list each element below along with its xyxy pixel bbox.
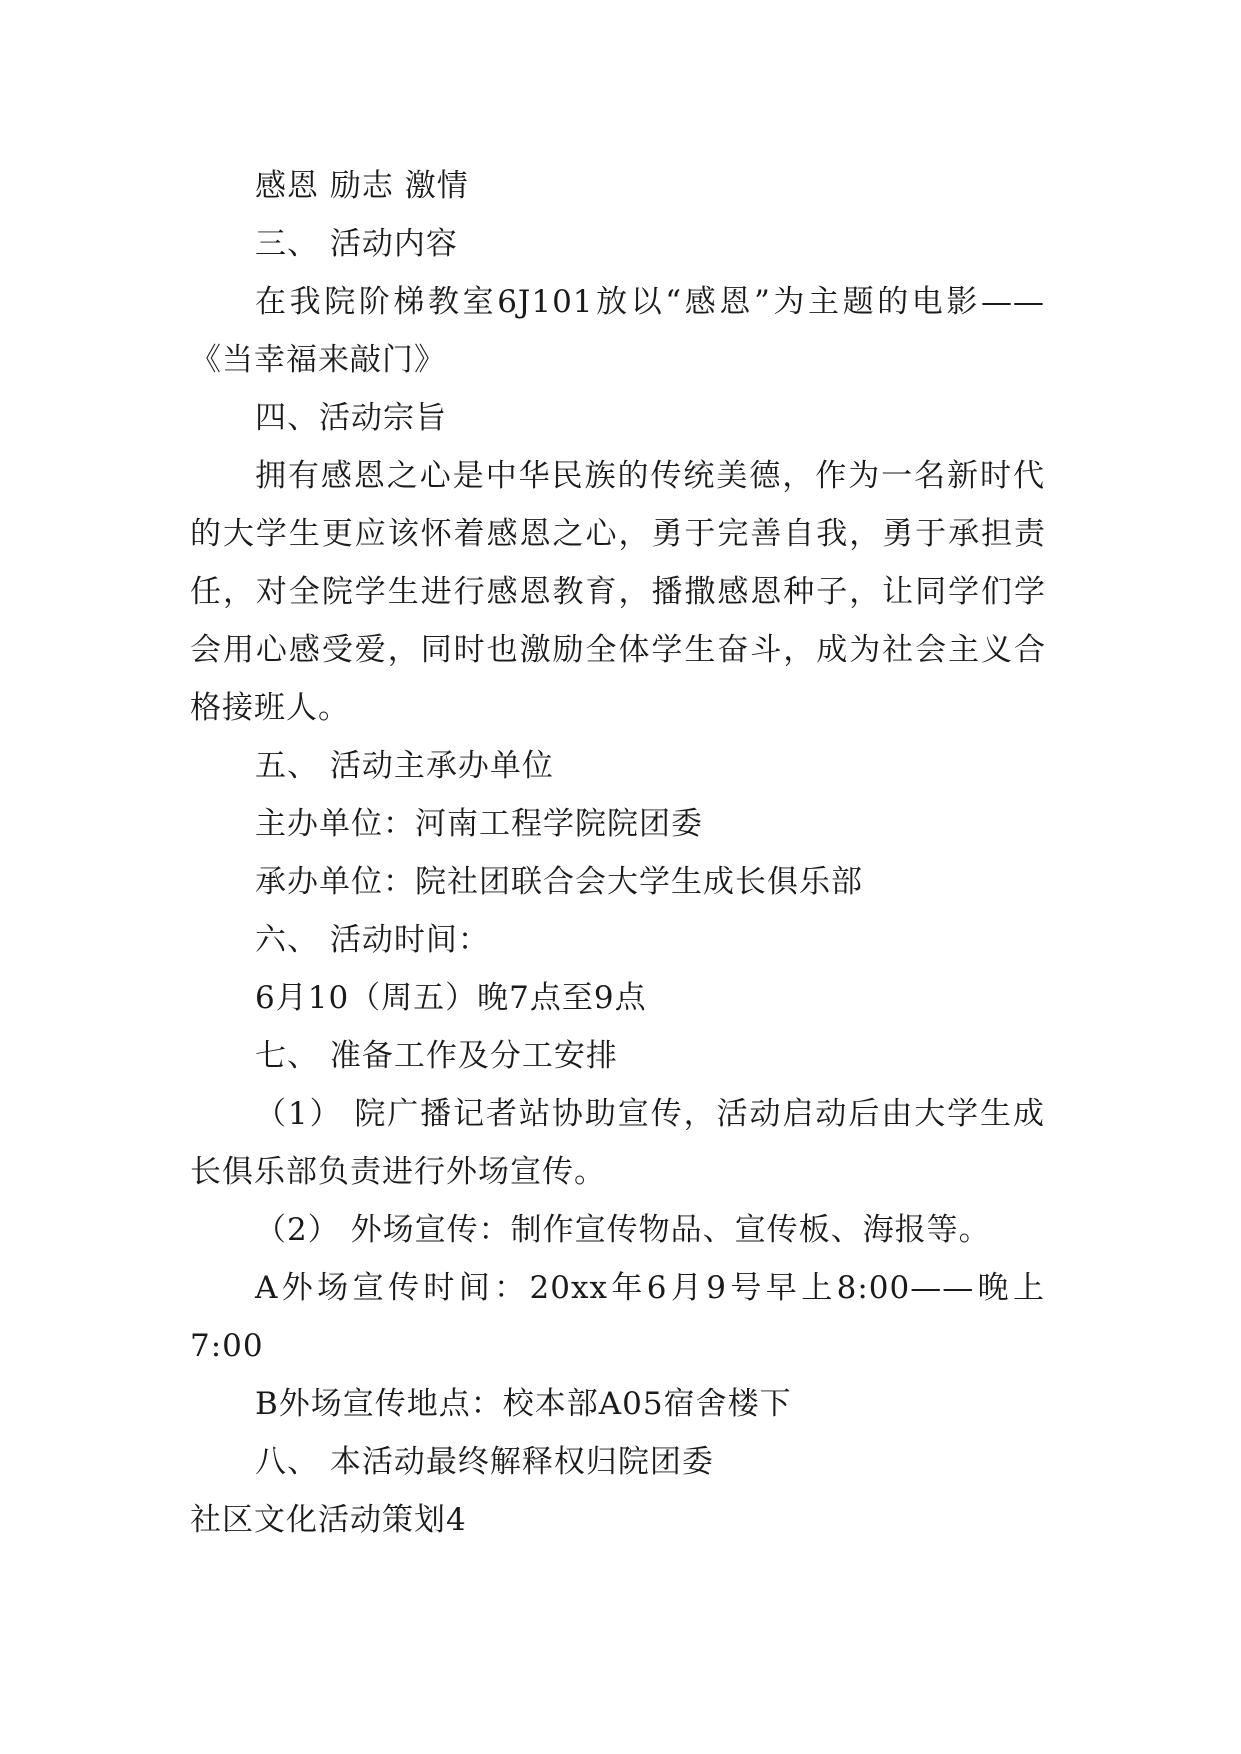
organizer-line: 主办单位：河南工程学院院团委 [255,806,703,842]
event-time-line: 6月10（周五）晚7点至9点 [255,980,647,1016]
section-heading-3: 三、 活动内容 [255,226,458,262]
section-heading-8: 八、 本活动最终解释权归院团委 [255,1444,714,1480]
paragraph-line: 的大学生更应该怀着感恩之心，勇于完善自我，勇于承担责 [190,516,1046,552]
theme-keywords: 感恩 励志 激情 [255,168,469,204]
paragraph-line: 格接班人。 [190,690,350,726]
next-section-title: 社区文化活动策划4 [190,1502,467,1538]
paragraph-line: 7:00 [190,1328,264,1364]
paragraph-line: 拥有感恩之心是中华民族的传统美德，作为一名新时代 [255,458,1045,494]
section-heading-4: 四、活动宗旨 [255,400,447,436]
section-heading-5: 五、 活动主承办单位 [255,748,554,784]
section-heading-7: 七、 准备工作及分工安排 [255,1038,618,1074]
paragraph-line: A外场宣传时间：20xx年6月9号早上8:00——晚上 [255,1270,1045,1306]
paragraph-line: 《当幸福来敲门》 [190,342,446,378]
section-heading-6: 六、 活动时间： [255,922,490,958]
paragraph-line: （1） 院广播记者站协助宣传，活动启动后由大学生成 [255,1096,1045,1132]
paragraph-line: 在我院阶梯教室6J101放以“感恩”为主题的电影—— [255,284,1045,320]
paragraph-line: 长俱乐部负责进行外场宣传。 [190,1154,606,1190]
paragraph-line: 任，对全院学生进行感恩教育，播撒感恩种子，让同学们学 [190,574,1046,610]
paragraph-line: B外场宣传地点：校本部A05宿舍楼下 [255,1386,792,1422]
paragraph-line: （2） 外场宣传：制作宣传物品、宣传板、海报等。 [255,1212,991,1248]
co-organizer-line: 承办单位：院社团联合会大学生成长俱乐部 [255,864,863,900]
paragraph-line: 会用心感受爱，同时也激励全体学生奋斗，成为社会主义合 [190,632,1046,668]
